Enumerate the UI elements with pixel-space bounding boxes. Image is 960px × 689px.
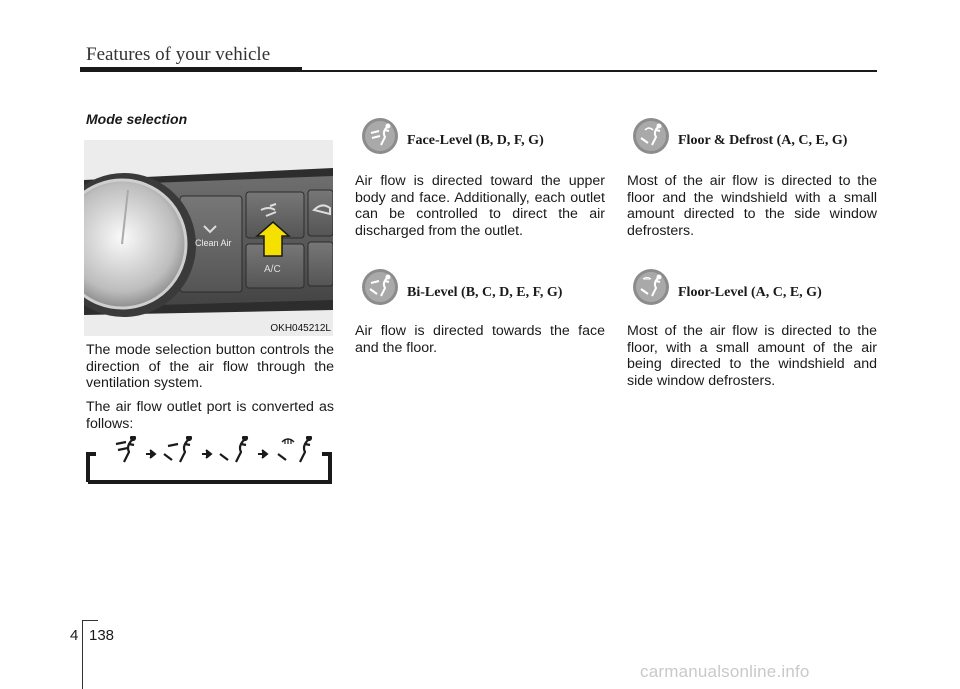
page-number: 138 (89, 627, 115, 644)
header-title: Features of your vehicle (86, 44, 271, 65)
floor-level-icon (632, 268, 670, 306)
mode-title: Floor-Level (A, C, E, G) (678, 285, 822, 300)
intro-paragraph: The mode selection button controls the direction of the air flow through the ventilation system. (86, 342, 334, 391)
mode-sequence (84, 436, 334, 484)
bi-level-icon (164, 436, 191, 462)
bi-level-icon (361, 268, 399, 306)
watermark: carmanualsonline.info (640, 662, 810, 681)
mode-description: Most of the air flow is directed to the floor and the windshield with a small amount directed to the side window defrosters. (627, 173, 877, 239)
face-level-icon (361, 117, 399, 155)
section-number: 4 (70, 627, 79, 644)
mode-title: Face-Level (B, D, F, G) (407, 133, 544, 148)
floor-defrost-icon (632, 117, 670, 155)
ac-label: A/C (264, 264, 281, 275)
floor-defrost-icon (278, 436, 311, 462)
header-rule (80, 70, 877, 72)
mode-description: Air flow is directed toward the upper body and face. Additionally, each outlet can be controlled to direct the air discharged from the outlet. (355, 173, 605, 239)
face-level-icon (116, 436, 135, 462)
mode-description: Air flow is directed towards the face and the floor. (355, 323, 605, 356)
floor-level-icon (220, 436, 247, 462)
mode-title: Bi-Level (B, C, D, E, F, G) (407, 285, 563, 300)
mode-title: Floor & Defrost (A, C, E, G) (678, 133, 848, 148)
clean-air-label: Clean Air (195, 238, 232, 248)
climate-panel-illustration (84, 140, 333, 336)
mode-description: Most of the air flow is directed to the floor, with a small amount of the air being directed to the windshield and side window defrosters. (627, 323, 877, 389)
intro-paragraph-2: The air flow outlet port is converted as follows: (86, 399, 334, 432)
section-heading: Mode selection (86, 111, 188, 127)
climate-panel-photo (84, 140, 333, 336)
page-vertical-rule (82, 620, 83, 689)
page-horizontal-rule (82, 620, 98, 621)
photo-caption: OKH045212L (270, 323, 331, 334)
